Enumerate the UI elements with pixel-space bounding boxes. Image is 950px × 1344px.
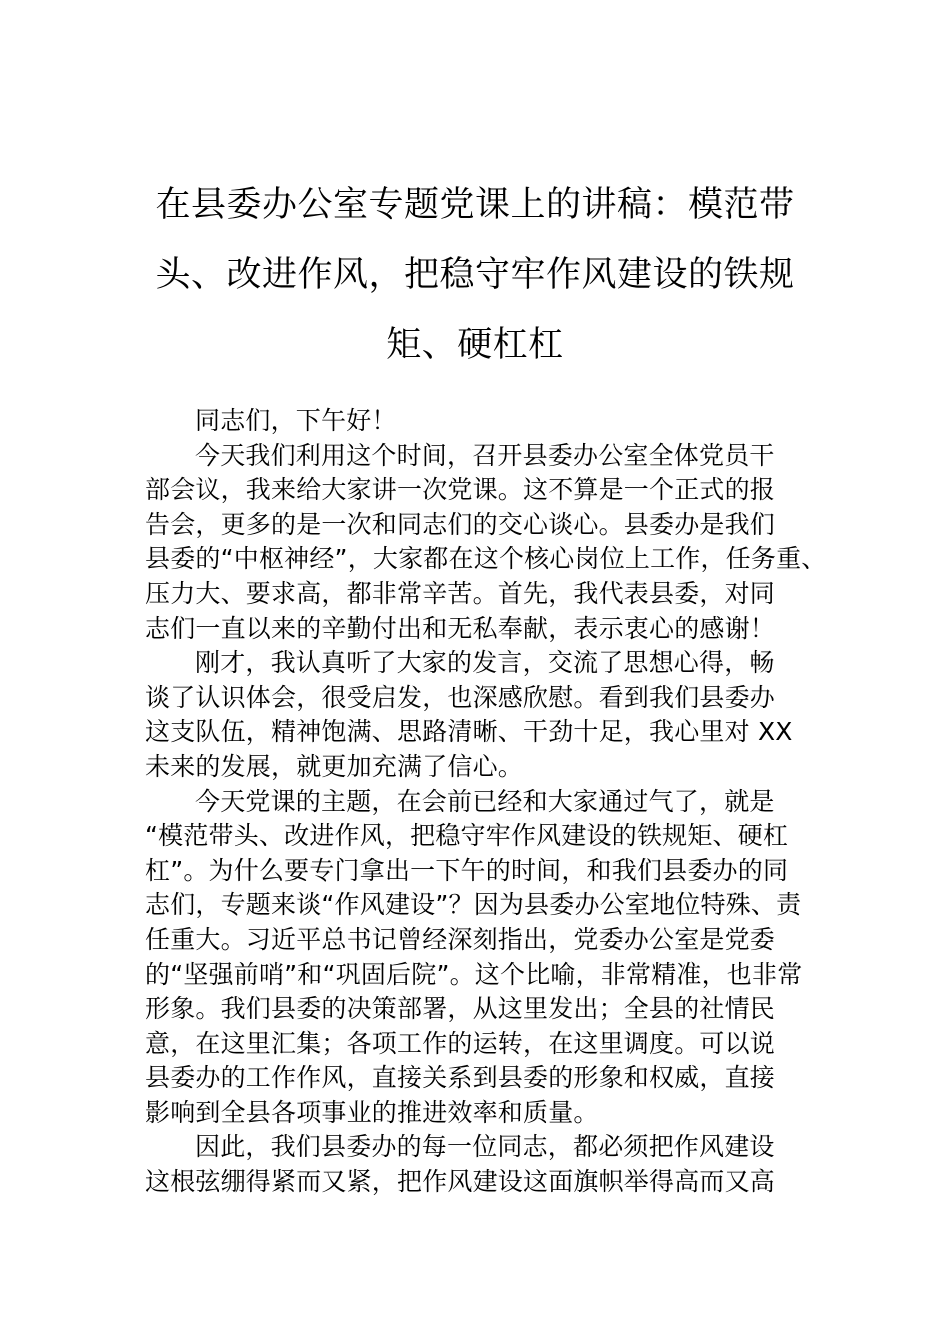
body-line: 刚才，我认真听了大家的发言，交流了思想心得，畅: [195, 648, 775, 678]
body-line: 部会议，我来给大家讲一次党课。这不算是一个正式的报: [145, 475, 776, 505]
body-line: 未来的发展，就更加充满了信心。: [145, 751, 524, 781]
body-line: 同志们，下午好！: [195, 406, 397, 435]
body-line: 志们一直以来的辛勤付出和无私奉献，表示衷心的感谢！: [145, 613, 776, 643]
body-line: 因此，我们县委办的每一位同志，都必须把作风建设: [195, 1132, 775, 1162]
body-line: 告会，更多的是一次和同志们的交心谈心。县委办是我们: [145, 509, 776, 539]
body-line: 今天党课的主题，在会前已经和大家通过气了，就是: [195, 786, 775, 816]
title-line: 在县委办公室专题党课上的讲稿：模范带: [155, 185, 795, 225]
body-line: 志们，专题来谈“作风建设”？因为县委办公室地位特殊、责: [145, 890, 802, 920]
title-line: 矩、硬杠杠: [386, 325, 564, 365]
body-line: 谈了认识体会，很受启发，也深感欣慰。看到我们县委办: [145, 682, 776, 712]
body-line: 任重大。习近平总书记曾经深刻指出，党委办公室是党委: [145, 924, 776, 954]
body-line: “模范带头、改进作风，把稳守牢作风建设的铁规矩、硬杠: [145, 821, 789, 851]
body-line: 这支队伍，精神饱满、思路清晰、干劲十足，我心里对 XX: [145, 717, 793, 747]
body-line: 意，在这里汇集；各项工作的运转，在这里调度。可以说: [145, 1028, 776, 1058]
document-body: [145, 404, 827, 1200]
body-line: 这根弦绷得紧而又紧，把作风建设这面旗帜举得高而又高: [145, 1167, 776, 1197]
title-line: 头、改进作风，把稳守牢作风建设的铁规: [155, 255, 795, 295]
body-line: 杠”。为什么要专门拿出一下午的时间，和我们县委办的同: [145, 855, 789, 885]
body-line: 形象。我们县委的决策部署，从这里发出；全县的社情民: [145, 994, 776, 1024]
body-line: 的“坚强前哨”和“巩固后院”。这个比喻，非常精准，也非常: [145, 959, 803, 989]
body-line: 今天我们利用这个时间，召开县委办公室全体党员干: [195, 440, 775, 470]
body-line: 影响到全县各项事业的推进效率和质量。: [145, 1097, 599, 1127]
body-line: 县委办的工作作风，直接关系到县委的形象和权威，直接: [145, 1063, 776, 1093]
body-line: 压力大、要求高，都非常辛苦。首先，我代表县委，对同: [145, 578, 776, 608]
document-title: [140, 170, 810, 380]
body-line: 县委的“中枢神经”，大家都在这个核心岗位上工作，任务重、: [145, 544, 827, 574]
